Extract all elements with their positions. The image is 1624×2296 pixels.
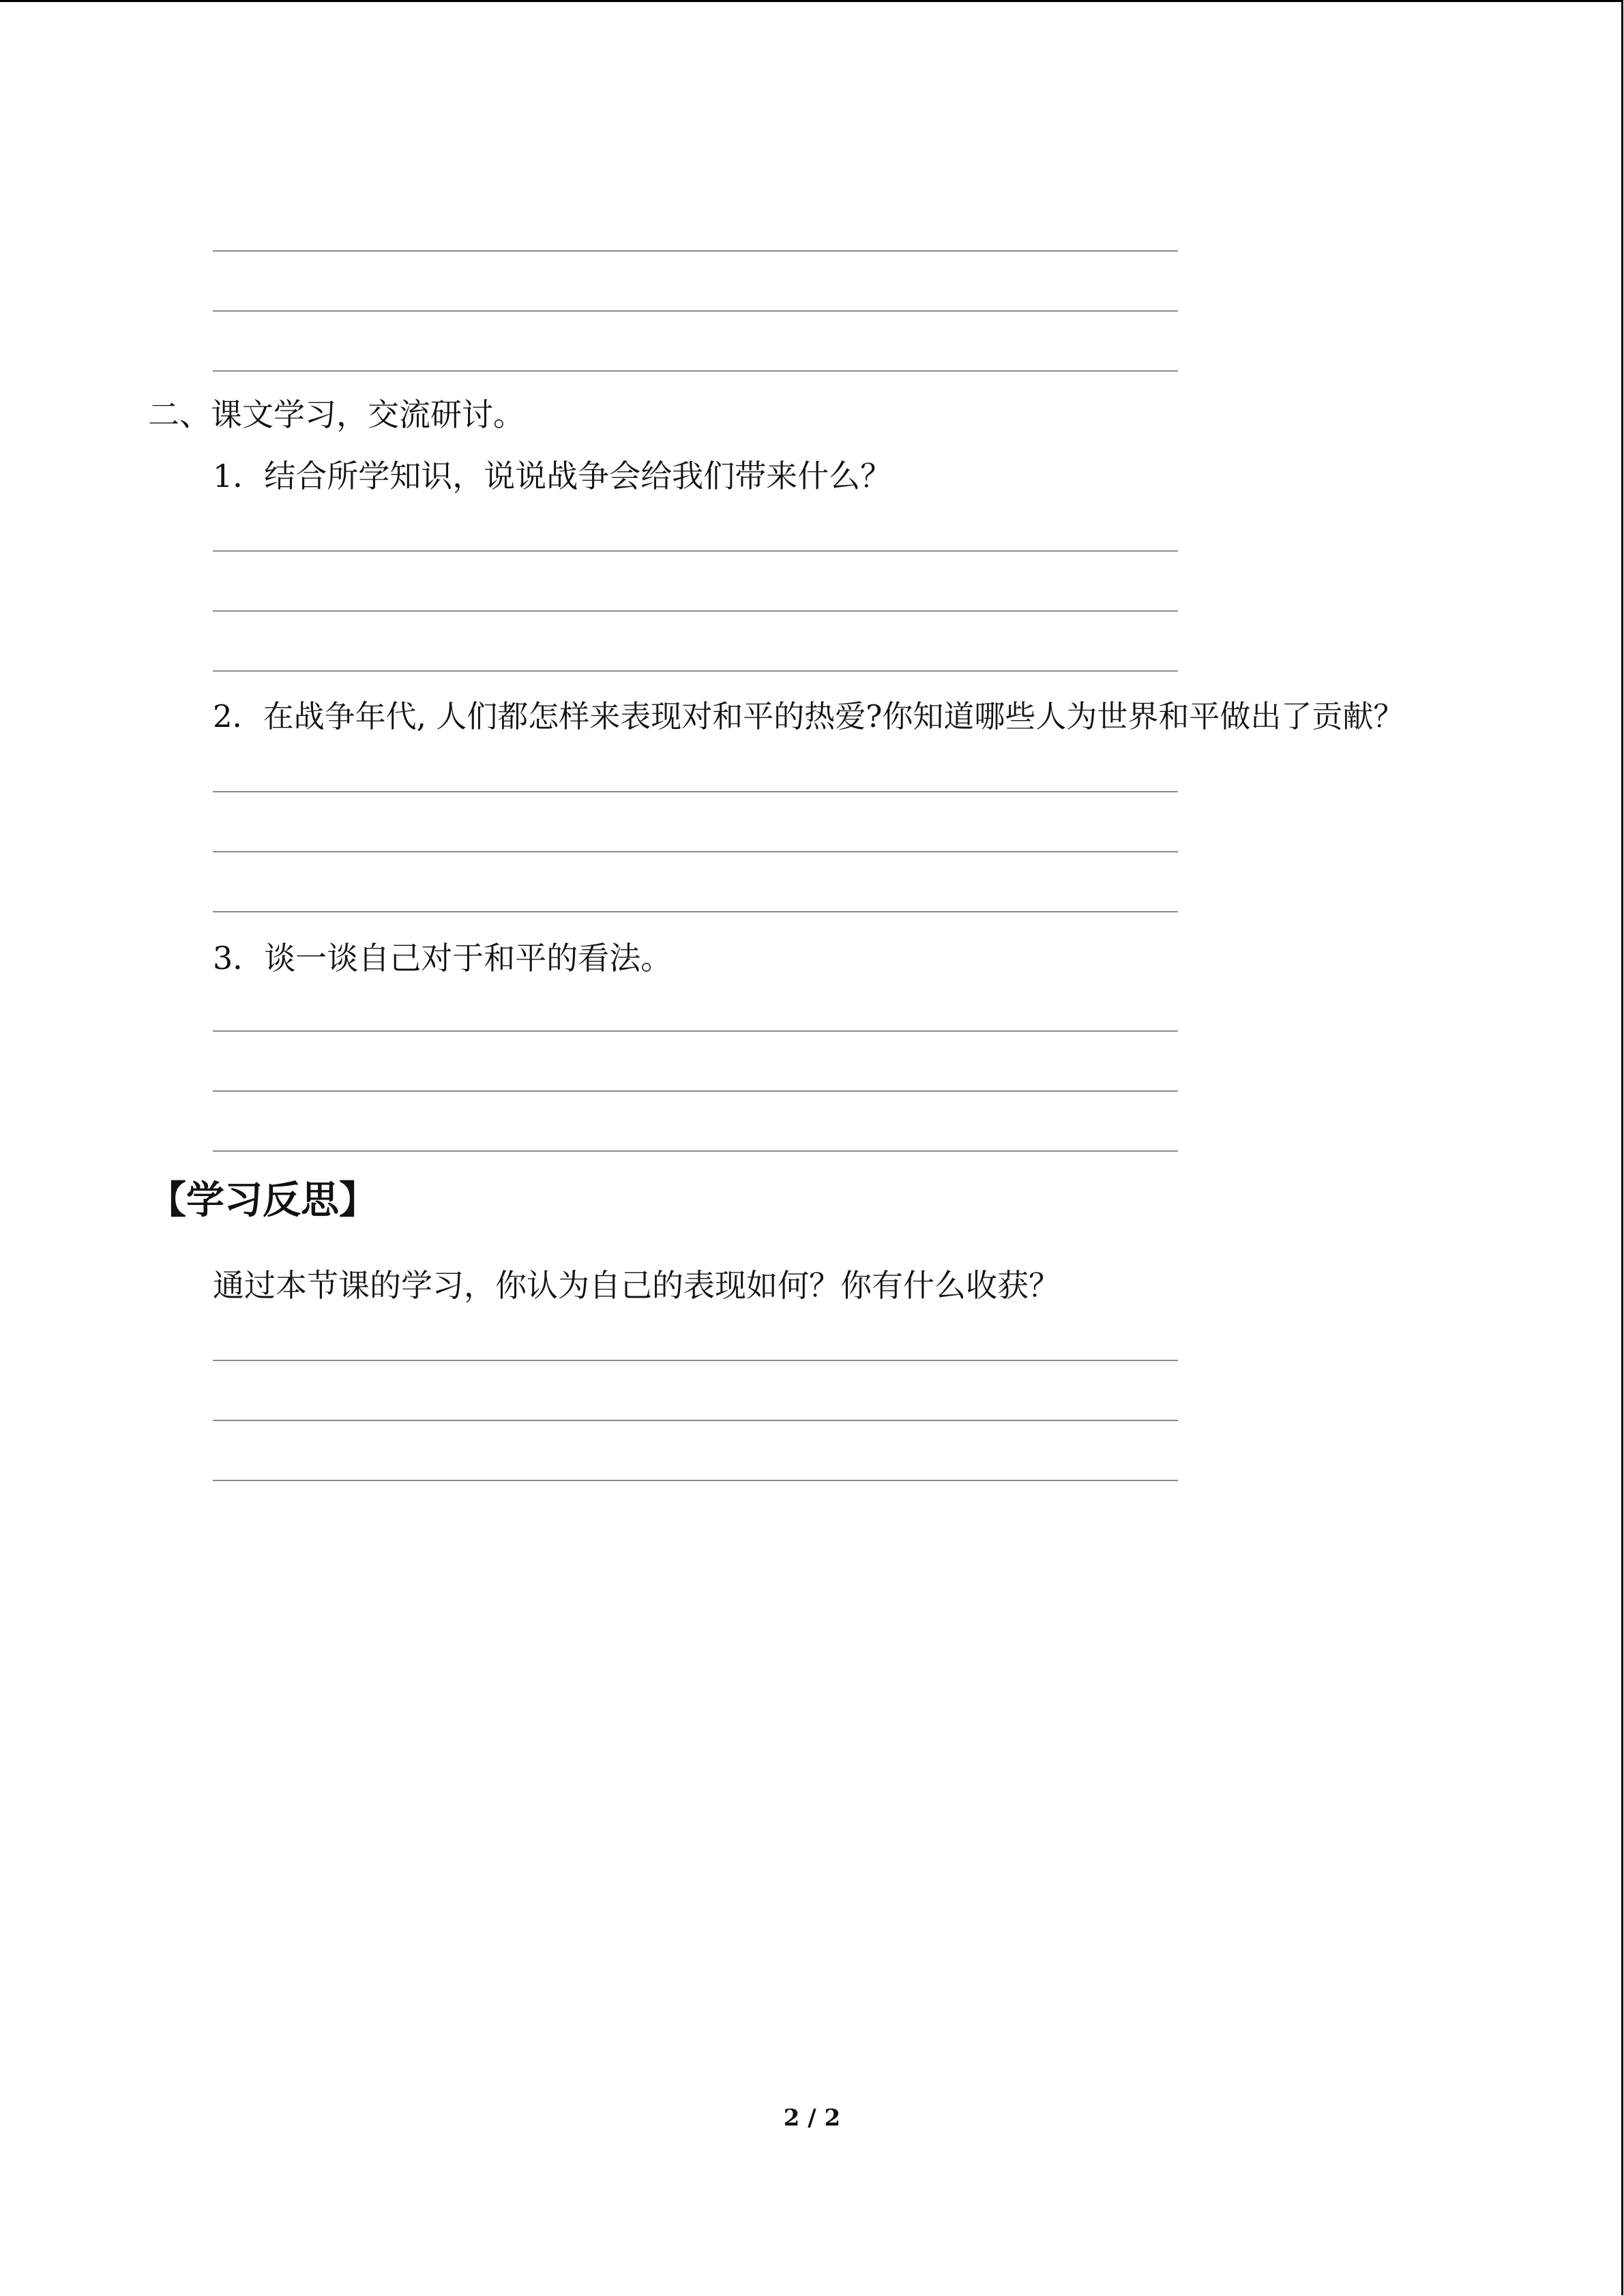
answer-line [213,610,1178,612]
answer-line [213,1360,1178,1361]
answer-line [213,370,1178,372]
answer-line [213,1150,1178,1152]
answer-line [213,250,1178,252]
reflection-prompt: 通过本节课的学习，你认为自己的表现如何？你有什么收获？ [213,1267,1060,1304]
answer-line [213,1480,1178,1481]
answer-line [213,1420,1178,1421]
question-3: 3．谈一谈自己对于和平的看法。 [213,940,673,976]
page-number: 2 / 2 [783,2104,841,2132]
section-title: 二、课文学习，交流研讨。 [148,396,525,433]
question-1: 1．结合所学知识，说说战争会给我们带来什么？ [213,458,892,494]
question-2: 2．在战争年代, 人们都怎样来表现对和平的热爱?你知道哪些人为世界和平做出了贡献？ [213,698,1404,734]
answer-line [213,310,1178,312]
answer-line [213,911,1178,912]
answer-line [213,670,1178,672]
answer-line [213,791,1178,792]
answer-line [213,851,1178,852]
reflection-heading: 【学习反思】 [148,1178,377,1223]
answer-line [213,1090,1178,1092]
answer-line [213,550,1178,552]
answer-line [213,1030,1178,1032]
